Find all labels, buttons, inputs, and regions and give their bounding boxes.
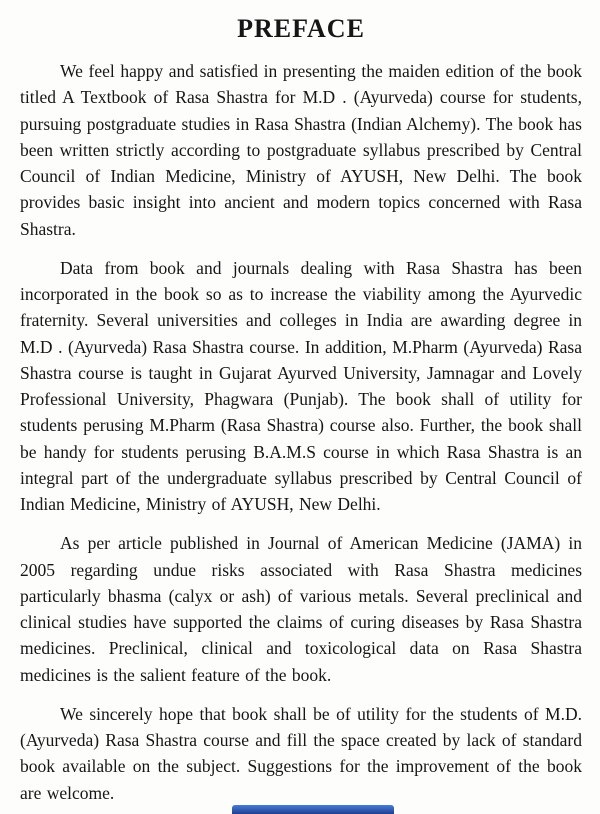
preface-text xyxy=(20,58,582,806)
paragraph-3: As per article published in Journal of American Medicine (JAMA) in 2005 regarding undue risks associated with Rasa Shastra medicines particularly bhasma (calyx or ash) of various metals. Several preclinical and clinical studies have supported the claims of curing diseases by Rasa Shastra medicines. Preclinical, clinical and toxicological data on Rasa Shastra medicines is the salient feature of the book. xyxy=(20,533,582,685)
paragraph-1: We feel happy and satisfied in presenting the maiden edition of the book titled A Textbook of Rasa Shastra for M.D . (Ayurveda) course for students, pursuing postgraduate studies in Rasa Shastra (Indian Alchemy). The book has been written strictly according to postgraduate syllabus prescribed by Central Council of Indian Medicine, Ministry of AYUSH, New Delhi. The book provides basic insight into ancient and modern topics concerned with Rasa Shastra. xyxy=(20,61,582,239)
paragraph-2: Data from book and journals dealing with Rasa Shastra has been incorporated in the book so as to increase the viability among the Ayurvedic fraternity. Several universities and colleges in India are awarding degree in M.D . (Ayurveda) Rasa Shastra course. In addition, M.Pharm (Ayurveda) Rasa Shastra course is taught in Gujarat Ayurved University, Jamnagar and Lovely Professional University, Phagwara (Punjab). The book shall of utility for students perusing M.Pharm (Rasa Shastra) course also. Further, the book shall be handy for students perusing B.A.M.S course in which Rasa Shastra is an integral part of the undergraduate syllabus prescribed by Central Council of Indian Medicine, Ministry of AYUSH, New Delhi. xyxy=(20,257,582,514)
paragraph-4: We sincerely hope that book shall be of utility for the students of M.D. (Ayurveda) Rasa Shastra course and fill the space created by lack of standard book available on the subject. Suggestions for the improvement of the book are welcome. xyxy=(20,703,582,803)
bottom-page-edge-strip xyxy=(232,805,394,814)
page-title: PREFACE xyxy=(237,14,365,43)
